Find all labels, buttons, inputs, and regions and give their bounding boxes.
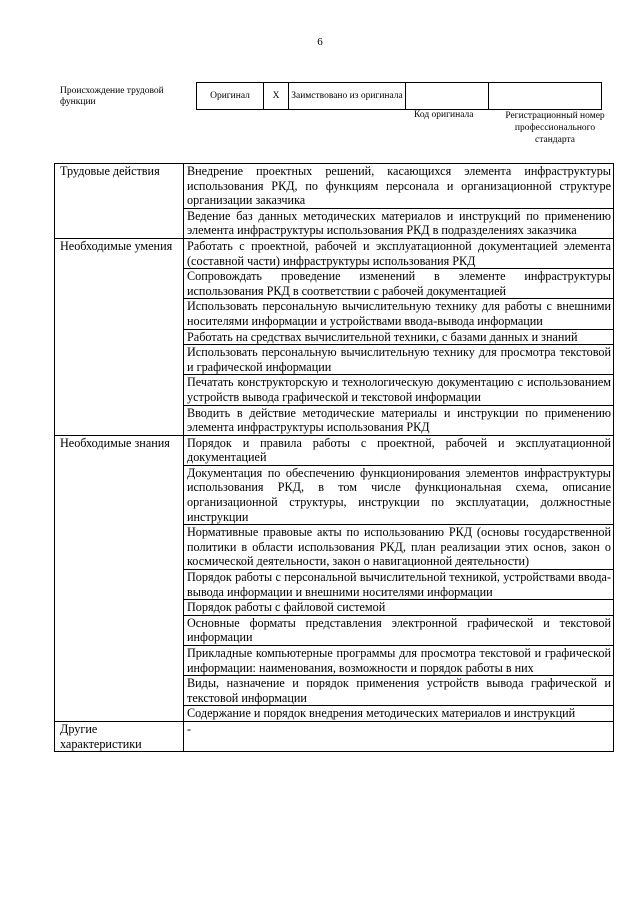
section-item: Порядок работы с персональной вычислительной техникой, устройствами ввода-вывода информации и внешними носителями информации [184, 570, 614, 600]
section-item: Работать с проектной, рабочей и эксплуатационной документацией элемента (составной части) инфраструктуры использования РКД [184, 238, 614, 268]
section-title: Необходимые знания [55, 435, 184, 721]
table-row [55, 435, 614, 465]
table-row [55, 238, 614, 268]
section-item: Печатать конструкторскую и технологическую документацию с использованием устройств вывода графической и текстовой информации [184, 375, 614, 405]
section-item: Внедрение проектных решений, касающихся элемента инфраструктуры использования РКД, по функциям персонала и организационной структуре организации заказчика [184, 164, 614, 209]
section-item: Использовать персональную вычислительную технику для работы с внешними носителями информации и устройствами ввода-вывода информации [184, 299, 614, 329]
reg-label: Регистрационный номер профессионального стандарта [505, 111, 605, 145]
section-title: Трудовые действия [55, 164, 184, 239]
original-cell: Оригинал [197, 83, 264, 110]
section-item: Нормативные правовые акты по использованию РКД (основы государственной политики в области использования РКД, план реализации этих основ, закон о космической деятельности, закон о навигационной деятельности) [184, 525, 614, 570]
origin-table [196, 82, 602, 110]
code-cell [406, 83, 489, 110]
table-row [55, 721, 614, 751]
section-item: Прикладные компьютерные программы для просмотра текстовой и графической информации: наименования, возможности и порядок работы в них [184, 646, 614, 676]
original-mark: X [264, 83, 289, 110]
section-item: - [184, 721, 614, 751]
reg-number-cell [489, 83, 602, 110]
code-label: Код оригинала [414, 110, 474, 120]
function-table [54, 163, 614, 752]
borrowed-cell: Заимствовано из оригинала [289, 83, 406, 110]
section-item: Виды, назначение и порядок применения устройств вывода графической и текстовой информации [184, 676, 614, 706]
section-item: Ведение баз данных методических материалов и инструкций по применению элемента инфраструктуры использования РКД в подразделениях заказчика [184, 208, 614, 238]
section-item: Сопровождать проведение изменений в элементе инфраструктуры использования РКД в соответствии с рабочей документацией [184, 269, 614, 299]
origin-label: Происхождение трудовой функции [60, 86, 164, 107]
page-number: 6 [317, 36, 323, 48]
section-item: Вводить в действие методические материалы и инструкции по применению элемента инфраструктуры использования РКД [184, 405, 614, 435]
section-item: Основные форматы представления электронной графической и текстовой информации [184, 615, 614, 645]
section-item: Порядок и правила работы с проектной, рабочей и эксплуатационной документацией [184, 435, 614, 465]
section-item: Работать на средствах вычислительной техники, с базами данных и знаний [184, 329, 614, 345]
section-title: Необходимые умения [55, 238, 184, 435]
table-row [55, 164, 614, 209]
section-item: Порядок работы с файловой системой [184, 600, 614, 616]
section-item: Содержание и порядок внедрения методических материалов и инструкций [184, 706, 614, 722]
section-item: Документация по обеспечению функционирования элементов инфраструктуры использования РКД, в том числе функциональная схема, описание организационной структуры, инструкции по эксплуатации, должностные инструкции [184, 465, 614, 524]
section-item: Использовать персональную вычислительную технику для просмотра текстовой и графической информации [184, 345, 614, 375]
section-title: Другие характеристики [55, 721, 184, 751]
